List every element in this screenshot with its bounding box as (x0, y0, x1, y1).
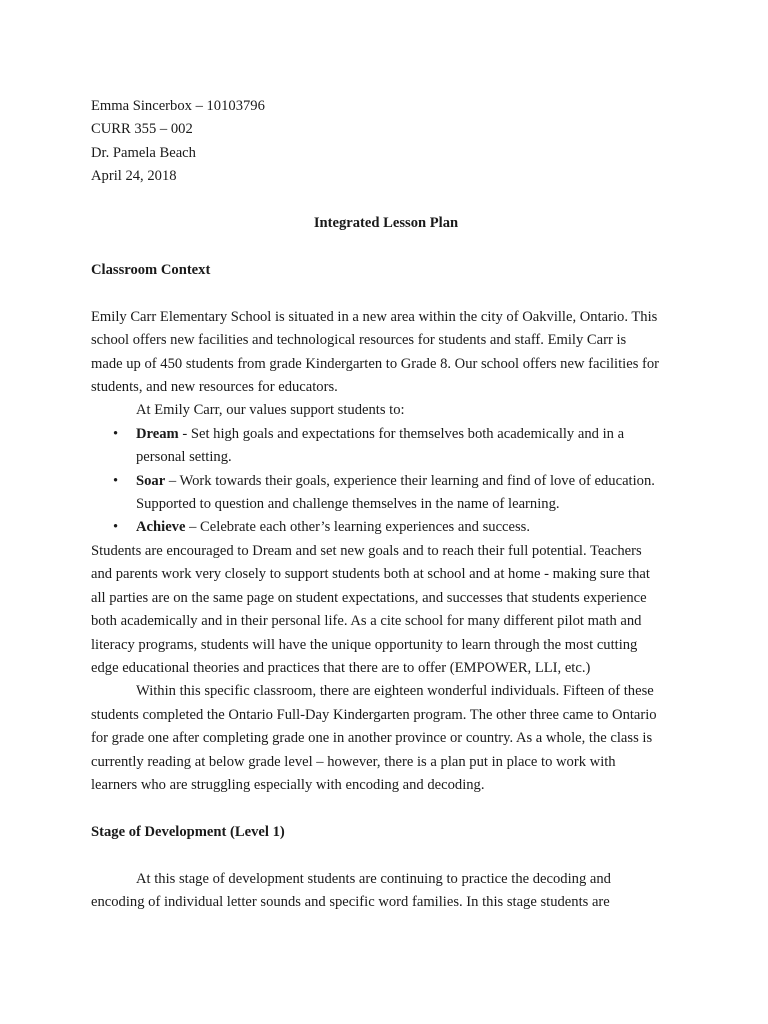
document-header (91, 95, 681, 189)
bullet-text: – Celebrate each other’s learning experiences and success. (185, 519, 531, 536)
section-heading-stage-of-development: Stage of Development (Level 1) (91, 823, 285, 840)
text-line: currently reading at below grade level – however, there is a plan put in place to work with (91, 753, 616, 770)
spacer (91, 282, 681, 305)
text-line: for grade one after completing grade one in another province or country. As a whole, the class is (91, 730, 653, 747)
bullet-item-dream (91, 423, 681, 470)
section-heading-classroom-context: Classroom Context (91, 262, 211, 279)
paragraph-school-description (91, 306, 681, 400)
text-line: literacy programs, students will have the unique opportunity to learn through the most cutting (91, 636, 638, 653)
course-line: CURR 355 – 002 (91, 121, 193, 138)
text-line: learners who are struggling especially with encoding and decoding. (91, 776, 485, 793)
text-line: and parents work very closely to support students both at school and at home - making sure that (91, 566, 650, 583)
text-line: students, and new resources for educators. (91, 379, 338, 396)
text-line: Within this specific classroom, there are eighteen wonderful individuals. Fifteen of these (136, 683, 654, 700)
paragraph-classroom-makeup (91, 680, 681, 797)
bullet-text: – Work towards their goals, experience their learning and find of love of education. (165, 472, 655, 489)
bullet-term: Soar (136, 472, 166, 489)
paragraph-student-expectations (91, 540, 681, 680)
bullet-term: Achieve (136, 519, 186, 536)
spacer (91, 844, 681, 867)
document-title: Integrated Lesson Plan (313, 215, 459, 232)
bullet-item-achieve (91, 516, 681, 539)
values-intro: At Emily Carr, our values support students to: (136, 402, 405, 419)
text-line: school offers new facilities and technological resources for students and staff. Emily Carr is (91, 332, 627, 349)
text-line: At this stage of development students are continuing to practice the decoding and (136, 870, 611, 887)
paragraph-stage-description (91, 868, 681, 915)
text-line: all parties are on the same page on student expectations, and successes that students experience (91, 589, 647, 606)
instructor-line: Dr. Pamela Beach (91, 144, 196, 161)
bullet-icon: • (113, 425, 119, 442)
bullet-icon: • (113, 472, 119, 489)
bullet-term: Dream (136, 425, 179, 442)
text-line: students completed the Ontario Full-Day Kindergarten program. The other three came to Ontario (91, 706, 657, 723)
bullet-text: - Set high goals and expectations for themselves both academically and in a (178, 425, 625, 442)
text-line: made up of 450 students from grade Kindergarten to Grade 8. Our school offers new facilities for (91, 355, 660, 372)
bullet-continuation: Supported to question and challenge themselves in the name of learning. (136, 496, 560, 513)
author-line: Emma Sincerbox – 10103796 (91, 98, 265, 114)
text-line: both academically and in their personal life. As a cite school for many different pilot math and (91, 613, 642, 630)
text-line: Emily Carr Elementary School is situated in a new area within the city of Oakville, Ontario. This (91, 308, 658, 325)
values-bullet-list (91, 423, 681, 540)
bullet-continuation: personal setting. (136, 449, 232, 466)
text-line: edge educational theories and practices that there are to offer (EMPOWER, LLI, etc.) (91, 659, 591, 676)
text-line: encoding of individual letter sounds and specific word families. In this stage students are (91, 893, 610, 910)
bullet-item-soar (91, 470, 681, 517)
document-body (91, 95, 681, 914)
bullet-icon: • (113, 519, 119, 536)
text-line: Students are encouraged to Dream and set new goals and to reach their full potential. Teachers (91, 542, 642, 559)
spacer (91, 797, 681, 820)
date-line: April 24, 2018 (91, 168, 177, 185)
